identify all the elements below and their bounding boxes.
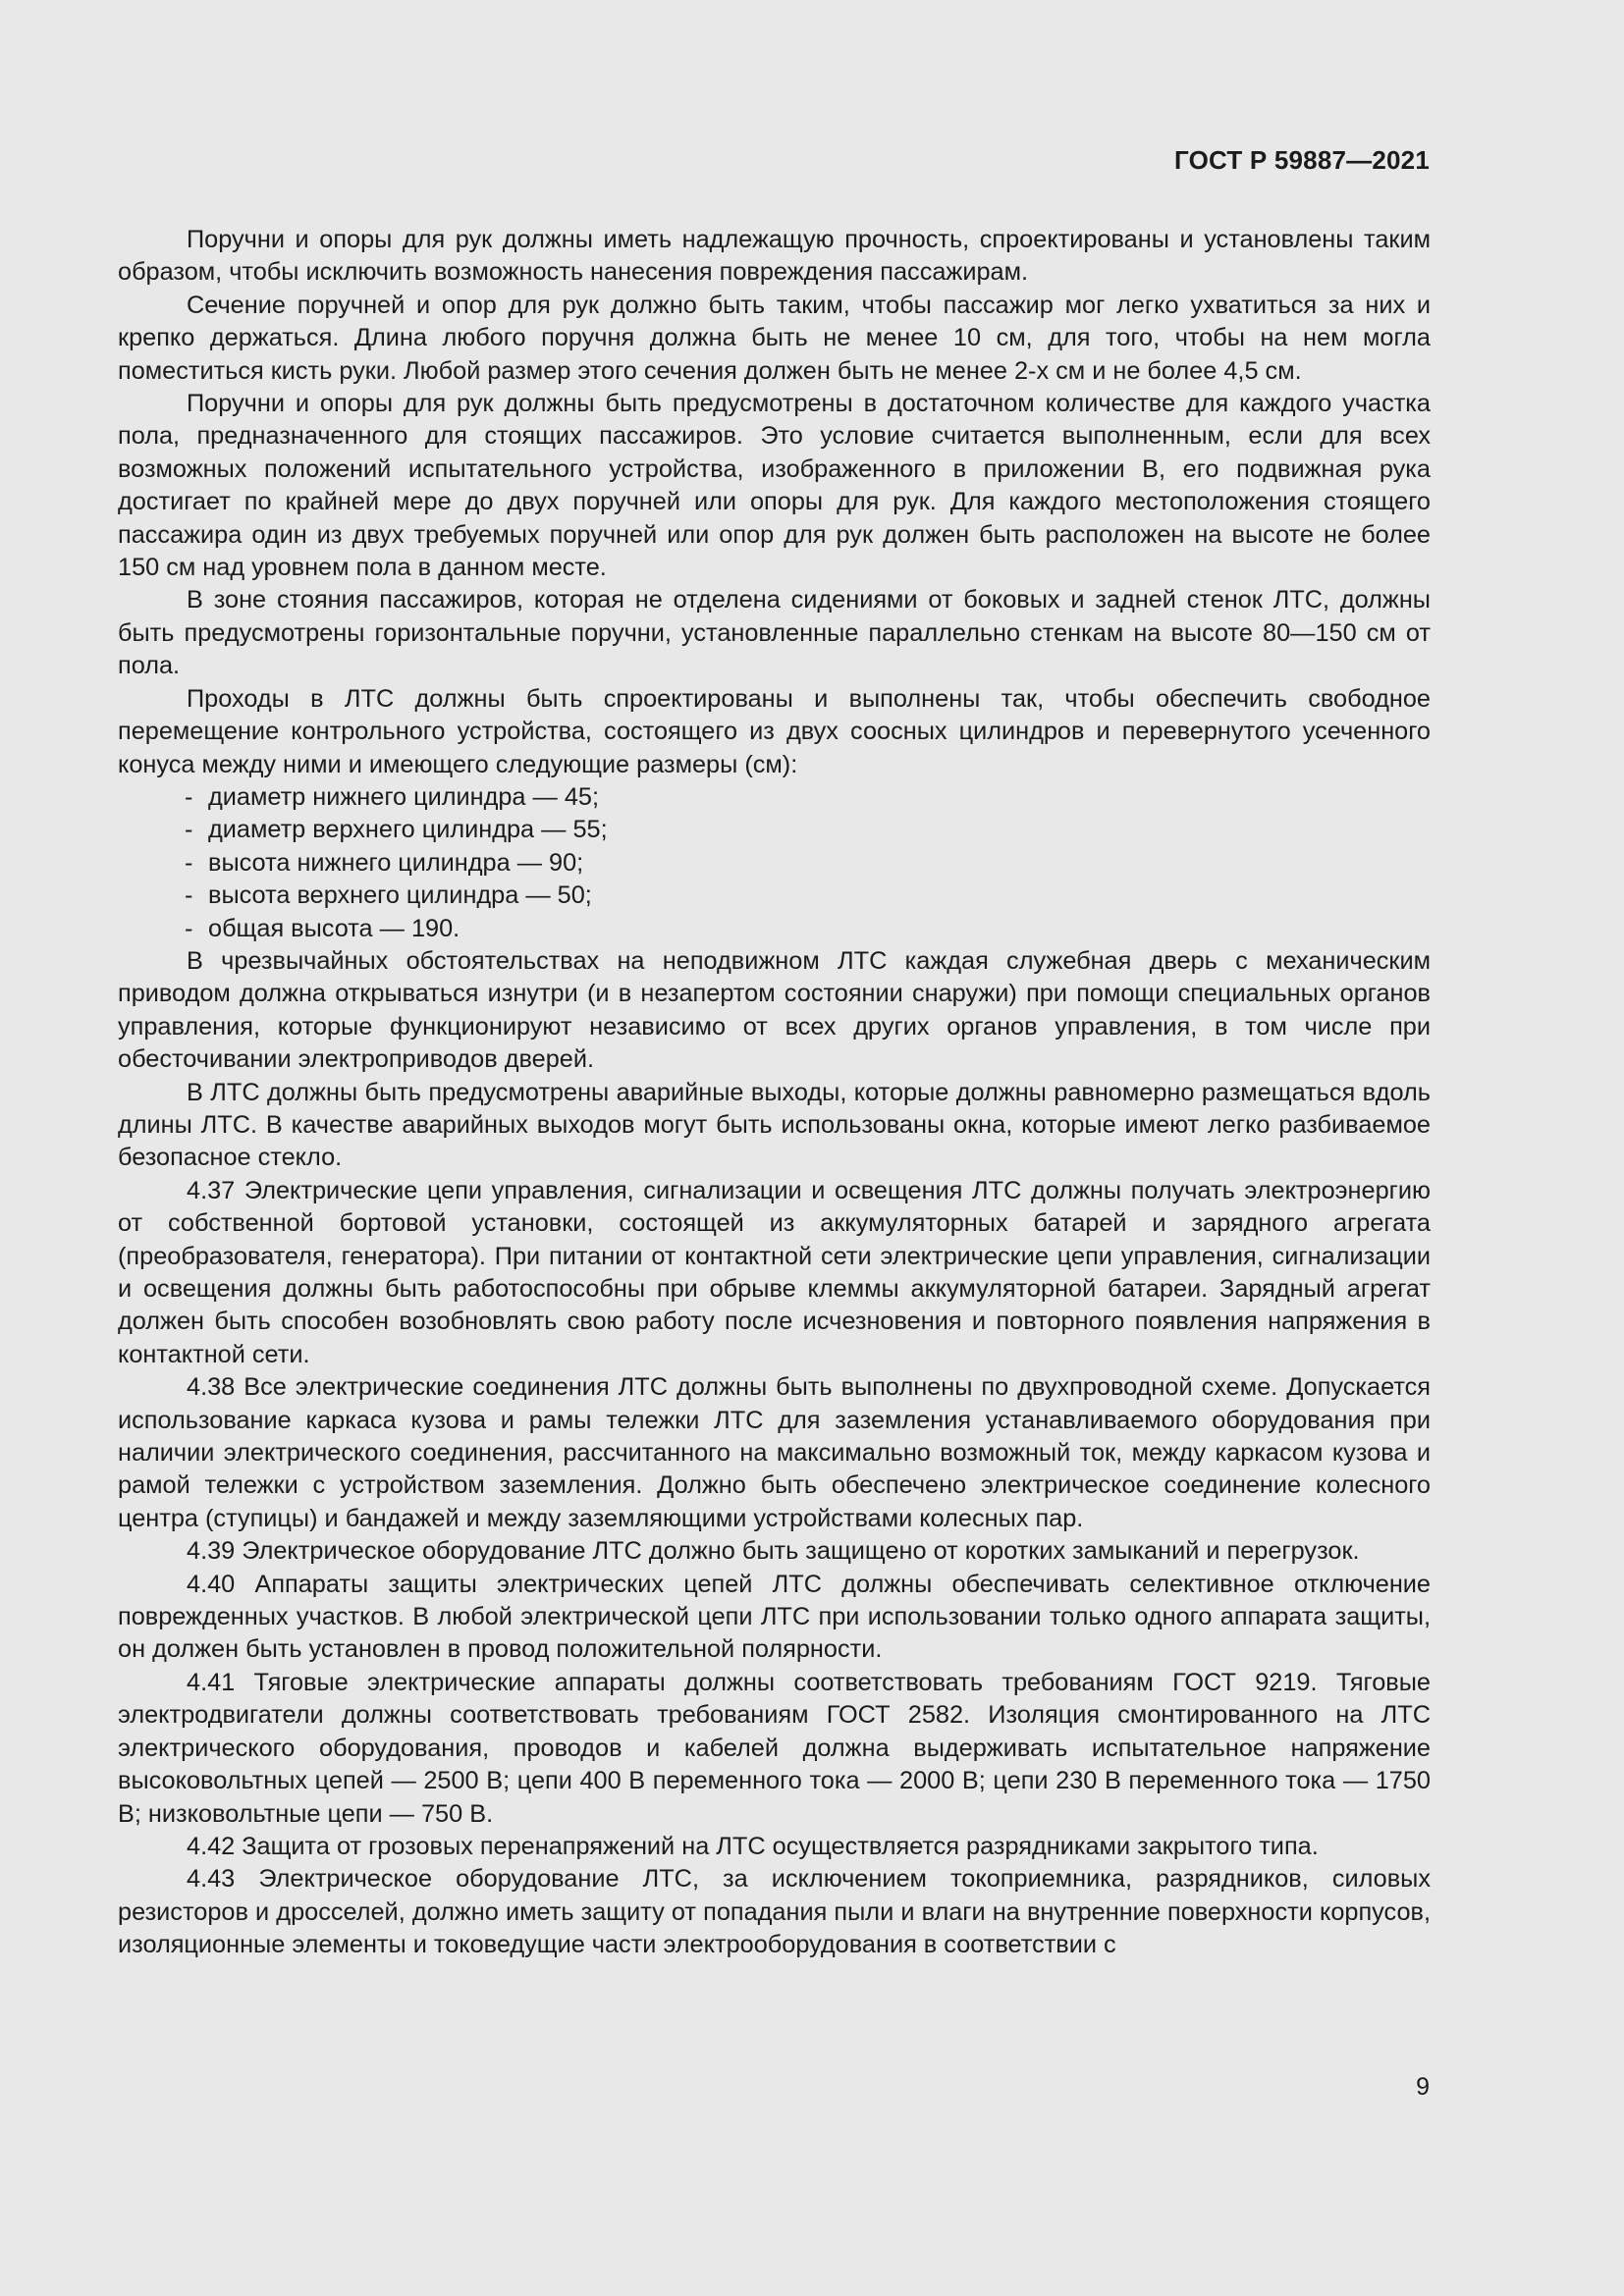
paragraph-handrails-quantity: Поручни и опоры для рук должны быть предусмотрены в достаточном количестве для каждого участка пола, предназначенного для стоящих пассажиров. Это условие считается выполненным, если для всех возможных положений испытательного устройства, изображенного в приложении В, его подвижная рука достигает по крайней мере до двух поручней или опоры для рук. Для каждого местоположения стоящего пассажира один из двух требуемых поручней или опор для рук должен быть расположен на высоте не более 150 см над уровнем пола в данном месте. (118, 390, 1431, 582)
list-dash: - (185, 881, 193, 910)
list-dash: - (185, 816, 193, 844)
list-item-text: диаметр нижнего цилиндра — 45; (208, 782, 599, 811)
list-dash: - (185, 848, 193, 877)
list-item (118, 880, 1431, 912)
paragraph-section-4-41: 4.41 Тяговые электрические аппараты должны соответствовать требованиям ГОСТ 9219. Тяговые электродвигатели должны соответствовать требованиям ГОСТ 2582. Изоляция смонтированного на ЛТС электрического оборудования, проводов и кабелей должна выдерживать испытательное напряжение высоковольтных цепей — 2500 В; цепи 400 В переменного тока — 2000 В; цепи 230 В переменного тока — 1750 В; низковольтные цепи — 750 В. (118, 1668, 1431, 1828)
paragraph-section-4-40: 4.40 Аппараты защиты электрических цепей ЛТС должны обеспечивать селективное отключение поврежденных участков. В любой электрической цепи ЛТС при использовании только одного аппарата защиты, он должен быть установлен в провод положительной полярности. (118, 1570, 1431, 1664)
list-item (118, 847, 1431, 880)
document-code-header: ГОСТ Р 59887—2021 (1174, 145, 1430, 175)
list-dash: - (185, 914, 193, 942)
list-item (118, 814, 1431, 846)
paragraph-emergency-doors: В чрезвычайных обстоятельствах на неподвижном ЛТС каждая служебная дверь с механическим приводом должна открываться изнутри (и в незапертом состоянии снаружи) при помощи специальных органов управления, которые функционируют независимо от всех других органов управления, в том числе при обесточивании электроприводов дверей. (118, 946, 1431, 1074)
list-item-text: общая высота — 190. (208, 914, 460, 942)
paragraph-handrails-section: Сечение поручней и опор для рук должно быть таким, чтобы пассажир мог легко ухватиться за них и крепко держаться. Длина любого поручня должна быть не менее 10 см, для того, чтобы на нем могла поместиться кисть руки. Любой размер этого сечения должен быть не менее 2-х см и не более 4,5 см. (118, 291, 1431, 385)
document-body (118, 224, 1431, 1962)
list-item (118, 781, 1431, 814)
dimensions-list (118, 781, 1431, 945)
paragraph-section-4-42: 4.42 Защита от грозовых перенапряжений на ЛТС осуществляется разрядниками закрытого типа. (187, 1832, 1319, 1860)
page-number: 9 (1416, 2073, 1430, 2101)
paragraph-handrails-strength: Поручни и опоры для рук должны иметь надлежащую прочность, спроектированы и установлены таким образом, чтобы исключить возможность нанесения повреждения пассажирам. (118, 226, 1431, 287)
paragraph-section-4-38: 4.38 Все электрические соединения ЛТС должны быть выполнены по двухпроводной схеме. Допускается использование каркаса кузова и рамы тележки ЛТС для заземления устанавливаемого оборудования при наличии электрического соединения, рассчитанного на максимально возможный ток, между каркасом кузова и рамой тележки с устройством заземления. Должно быть обеспечено электрическое соединение колесного центра (ступицы) и бандажей и между заземляющими устройствами колесных пар. (118, 1373, 1431, 1532)
paragraph-section-4-37: 4.37 Электрические цепи управления, сигнализации и освещения ЛТС должны получать электроэнергию от собственной бортовой установки, состоящей из аккумуляторных батарей и зарядного агрегата (преобразователя, генератора). При питании от контактной сети электрические цепи управления, сигнализации и освещения должны быть работоспособны при обрыве клеммы аккумуляторной батареи. Зарядный агрегат должен быть способен возобновлять свою работу после исчезновения и повторного появления напряжения в контактной сети. (118, 1176, 1431, 1368)
list-item-text: высота верхнего цилиндра — 50; (208, 881, 592, 910)
list-item (118, 913, 1431, 945)
list-item-text: высота нижнего цилиндра — 90; (208, 848, 584, 877)
list-dash: - (185, 782, 193, 811)
paragraph-standing-zone: В зоне стояния пассажиров, которая не отделена сидениями от боковых и задней стенок ЛТС, должны быть предусмотрены горизонтальные поручни, установленные параллельно стенкам на высоте 80—150 см от пола. (118, 586, 1431, 680)
paragraph-section-4-39: 4.39 Электрическое оборудование ЛТС должно быть защищено от коротких замыканий и перегрузок. (187, 1537, 1360, 1566)
paragraph-passages: Проходы в ЛТС должны быть спроектированы и выполнены так, чтобы обеспечить свободное перемещение контрольного устройства, состоящего из двух соосных цилиндров и перевернутого усеченного конуса между ними и имеющего следующие размеры (см): (118, 684, 1431, 778)
list-item-text: диаметр верхнего цилиндра — 55; (208, 816, 608, 844)
paragraph-emergency-exits: В ЛТС должны быть предусмотрены аварийные выходы, которые должны равномерно размещаться вдоль длины ЛТС. В качестве аварийных выходов могут быть использованы окна, которые имеют легко разбиваемое безопасное стекло. (118, 1078, 1431, 1172)
paragraph-section-4-43: 4.43 Электрическое оборудование ЛТС, за исключением токоприемника, разрядников, силовых резисторов и дросселей, должно иметь защиту от попадания пыли и влаги на внутренние поверхности корпусов, изоляционные элементы и токоведущие части электрооборудования в соответствии с (118, 1865, 1431, 1959)
